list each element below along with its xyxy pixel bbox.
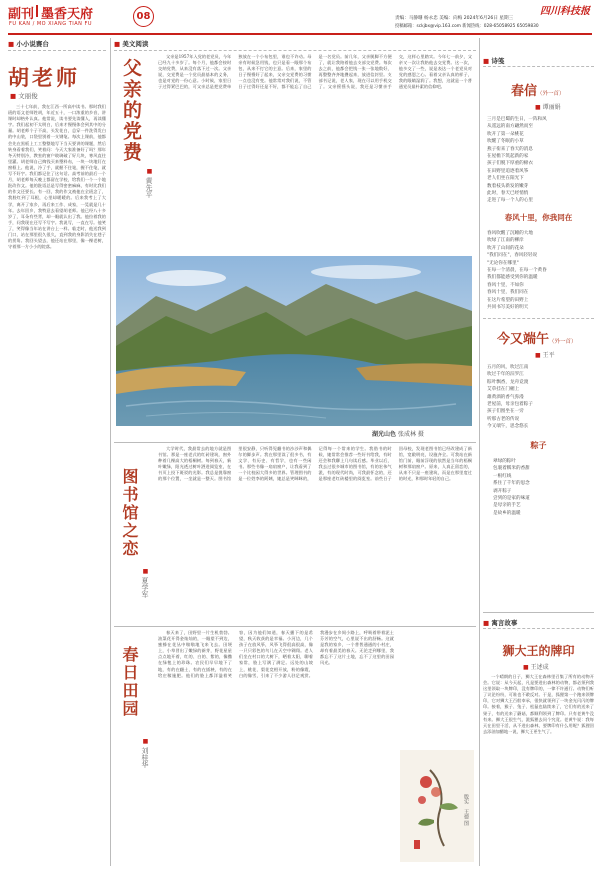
section-divider bbox=[114, 50, 476, 51]
field-article-author: 刘桂华 bbox=[141, 747, 149, 768]
square-bullet-icon: ■ bbox=[483, 619, 490, 627]
photo-caption: 湖光山色 bbox=[372, 431, 397, 438]
section-divider bbox=[483, 628, 594, 629]
masthead-rule bbox=[8, 33, 592, 35]
novel-section-label: 小小说赛台 bbox=[16, 40, 49, 48]
poem2-subtitle: （外一首） bbox=[549, 339, 577, 345]
byline-marker: ■ bbox=[10, 92, 17, 100]
page-number-badge bbox=[133, 6, 154, 27]
square-bullet-icon: ■ bbox=[483, 57, 490, 65]
newspaper-logo: 四川科技报 bbox=[540, 6, 590, 17]
poem-divider bbox=[483, 318, 594, 319]
poem2-heading bbox=[497, 328, 577, 347]
poem1-heading bbox=[511, 80, 565, 99]
landscape-photo-image bbox=[116, 256, 472, 426]
column-name: 副刊 bbox=[8, 7, 35, 22]
right-section-rule bbox=[483, 612, 594, 613]
section-label-fable bbox=[483, 618, 517, 627]
library-article-body bbox=[158, 446, 472, 622]
field-article-title: 春日田园 bbox=[120, 646, 139, 718]
library-article-text: 大学时代，我最常去的地方就是图书馆。那是一座老式的红砖建筑，窗外种着几棵高大的梧桐树。每到春天，新叶嫩绿，阳光透过树叶洒进阅览室，在书页上投下斑驳的光影。我总是挑靠窗的那个位置，一坐就是一整天。图书馆里很安静，只听得见翻书的沙沙声和偶尔的脚步声。我在那里读了很多书，有文学、有历史、有哲学，也有一些闲书。那些书像一扇扇窗户，让我看到了一个比校园大得多的世界。管理图书的是一位姓李的阿姨，她总是笑眯眯的，记得每一个常来的学生。我借书的时候，她常常会推荐一些好书给我，有时还会和我聊上几句读后感。毕业以后，我去过很多城市的图书馆，有的宏伟气派，有的现代时尚，可我最怀念的，还是那座老红砖楼里的阅览室。前些日子回母校，发现老图书馆已经改建成了新馆，宽敞明亮，设施齐全。可我站在新馆门前，眼前浮现的依然是当年的梧桐树和那扇窗户。原来，人真正留恋的，从来不只是一座建筑，而是在那里度过的时光，和那时年轻的自己。 bbox=[158, 446, 472, 482]
painting-caption bbox=[463, 794, 470, 825]
poem1-title: 春信 bbox=[511, 84, 538, 99]
father-article-title: 父亲的党费 bbox=[120, 58, 142, 163]
poem2-byline bbox=[535, 350, 555, 359]
library-article-author: 夏学军 bbox=[141, 577, 149, 598]
novel-body bbox=[8, 104, 106, 864]
fable-byline bbox=[523, 662, 549, 671]
novel-byline bbox=[10, 91, 38, 100]
byline-marker: ■ bbox=[142, 738, 149, 745]
byline-marker: ■ bbox=[523, 664, 529, 671]
page-number: 08 bbox=[136, 11, 151, 22]
fable-section-label: 寓言故事 bbox=[491, 619, 518, 627]
page-pinyin: FU KAN / MO XIANG TIAN FU bbox=[9, 21, 93, 27]
poetry-section bbox=[483, 56, 594, 596]
poem1-sub-text: 春风吹醒了沉睡的大地 吹绿了江南的柳岸 吹开了山间的花朵 "我们同在"，春风轻轻说 "无论你在哪里" 在每一个清晨，在每一个黄昏 我们都能感受到你的温暖 春风十里，不如你 春风十里，我们同在 在这片希望的田野上 共同书写美好的明天 bbox=[487, 231, 547, 311]
photo-photographer: 张成林 摄 bbox=[397, 431, 424, 438]
father-article-byline bbox=[144, 168, 154, 228]
byline-marker: ■ bbox=[535, 104, 541, 111]
contact-info: 投稿邮箱：sckjbx@vip.163.com 新闻热线：028-65058925 65059830 bbox=[395, 24, 539, 29]
fable-text: 一个晴朗的日子，狮大王在森林里召集了所有的动物开会。它说：从今天起，凡是要进出森林的动物，都必须到我这里领取一块牌印，没有牌印的，一律不许通行。动物们听了议论纷纷，可谁也不敢反对。于是，狐狸第一个跑来领牌印，它对狮大王百般奉承，很快就领到了一块金光闪闪的牌印。接着，猴子、兔子、松鼠也陆续来了，它们有的送来了果子，有的送来了蘑菇，都顺利领到了牌印。只有老黄牛没有来。狮大王很生气，派狐狸去问个究竟。老黄牛说：我每天在田里干活，从不进出森林，要牌印有什么用呢？狐狸回去添油加醋地一说，狮大王更生气了。 bbox=[483, 674, 594, 734]
fable-section bbox=[483, 616, 594, 866]
landscape-photo bbox=[116, 256, 472, 426]
square-bullet-icon: ■ bbox=[114, 40, 121, 48]
poem2-sub-title: 粽子 bbox=[530, 440, 547, 450]
poem1-sub-title: 春风十里，你我同在 bbox=[504, 213, 573, 222]
novel-author: 文丽俊 bbox=[18, 92, 38, 100]
section-divider bbox=[8, 50, 106, 51]
article-divider bbox=[114, 442, 476, 443]
article-divider bbox=[114, 626, 476, 627]
section-label-novel bbox=[8, 39, 49, 48]
photo-credit bbox=[372, 429, 424, 438]
title-divider bbox=[36, 5, 38, 17]
poem2-title: 今又端午 bbox=[497, 332, 550, 347]
byline-marker: ■ bbox=[142, 568, 149, 575]
novel-title: 胡老师 bbox=[8, 65, 80, 90]
poem2-text: 五月的风，吹过江南 吹过千年的汨罗江 粽叶飘香，龙舟竞渡 艾草挂在门楣上 雄黄酒的香气弥漫 老屋前，母亲包着粽子 孩子们围坐在一旁 听那古老的传说 今又端午，思念悠长 bbox=[487, 365, 533, 430]
poem1-text: 三月是巴蜀的生日，一阵和风 从遥远的南方翩然而至 吹开了第一朵桃花 吹醒了冬眠的小草 燕子衔来了春天的消息 在屋檐下筑起新的家 孩子们脱下厚重的棉衣 在田野里追逐着风筝 老人们坐在阳光下 数着枝头新发的嫩芽 此时，春天已经悄悄 走进了每一个人的心里 bbox=[487, 117, 547, 204]
library-article-title: 图书馆之恋 bbox=[120, 468, 139, 558]
poem1-subtitle: （外一首） bbox=[537, 91, 565, 97]
painting-author: 王德 图 bbox=[463, 808, 469, 826]
father-article-author: 黄先平 bbox=[145, 177, 153, 198]
novel-text: 三十七年前，我在江西一所高中读书。那时我们班的语文老师姓胡，年近五十，一口浓重的乡音，讲课时却格外认真。他常说，读书要先读懂人，再读懂字。我们起初不太明白，后来才慢慢体会到其中的分量。胡老师个子不高，头发花白，总穿一件洗得发白的中山装，口袋里别着一支钢笔。每次上课前，他都会先在黑板上工工整整地写下当天要讲的课题，然后转身看着我们，笑着问：今天大家准备好了吗？那年冬天特别冷，教室的窗户玻璃破了好几块，寒风直往里灌。胡老师自己掏钱买来塑料布，一块一块地钉在窗框上。他说，冷了手，就握不住笔，握不住笔，就写不好字。我们都记住了这句话。高考前的最后一个月，胡老师每天晚上都留在学校，给我们一个一个地批改作文。他的批语总是写得密密麻麻，有时比我们的作文还要长。有一回，我的作文被他在全班念了，我脸红到了耳根，心里却暖暖的。后来我考上了大学，离开了家乡，再后来工作、成家，一晃就是几十年。去年回乡，我特意去看望胡老师。他已经八十多岁了，耳朵有些背，却一眼就认出了我。他拉着我的手，问我现在还写不写字。我说写，一直在写。他笑了，笑得像当年站在讲台上一样。临走时，他送我到门口，站在那里很久很久，直到我的身影消失在巷子的拐角。我回头望去，他还站在那里，像一棵老树，守着那一方小小的院落。 bbox=[8, 104, 106, 250]
reading-section-label: 美文阅读 bbox=[122, 40, 149, 48]
poetry-section-label: 诗笺 bbox=[491, 57, 505, 65]
painting-title: 殷实 bbox=[463, 794, 469, 804]
poem2-sub-text: 翠绿的粽叶 包裹着糯米的香甜 一根红线 系住了千年的思念 剥开粽子 尝到的是家的味道 是母亲的手艺 是故乡的温暖 bbox=[493, 459, 530, 516]
library-article-byline bbox=[140, 568, 150, 628]
reading-section bbox=[114, 38, 476, 866]
page-title: 墨香天府 bbox=[41, 7, 94, 22]
novel-section bbox=[8, 38, 106, 866]
fable-title: 狮大王的牌印 bbox=[502, 644, 575, 658]
field-article-body bbox=[158, 630, 394, 864]
byline-marker: ■ bbox=[535, 352, 541, 359]
fable-body bbox=[483, 674, 594, 864]
poem1-author: 谭丽娟 bbox=[542, 104, 561, 111]
poem1-byline bbox=[535, 102, 561, 111]
column-rule-2 bbox=[479, 38, 480, 866]
fable-author: 王述成 bbox=[530, 664, 549, 671]
father-article-body bbox=[158, 54, 472, 252]
poem2-author: 王平 bbox=[542, 352, 555, 359]
masthead bbox=[0, 0, 600, 36]
column-rule-1 bbox=[110, 38, 111, 866]
father-article-text: 父亲是1957年入党的老党员，今年已经九十多岁了。每个月，他都会按时交纳党费，从来没有落下过一次。父亲说，交党费是一个党员最基本的义务，也是对党的一份心意。小时候，家里日子过得紧巴巴的，可父亲总是把党费单独放在一个小布包里，谁也不许动。母亲有时候急用钱，也只是看一眼那个布包，从来不打它的主意。后来，家里的日子慢慢好了起来，父亲交党费的习惯一点也没有变。他常常对我们说，不管日子过得好还是不好，都不能忘了自己是一名党员。前几年，父亲腿脚不方便了，就让我陪着他去支部交党费。每次去之前，他都会把钱一张一张地数好，再整整齐齐地叠起来，放进信封里。支部书记说，老人家，现在可以用手机交了。父亲摇摇头说，我还是习惯亲手交，这样心里踏实。今年七一前夕，父亲又一次让我陪他去交党费。这一次，他多交了一些，说是表达一个老党员对党的感恩之心。看着父亲认真的样子，我的眼睛湿润了。我想，这就是一个普通党员最朴素的信仰吧。 bbox=[158, 54, 472, 90]
field-article-text: 春天来了，田野里一片生机勃勃。油菜花开得金灿灿的，一眼望不到边，蜜蜂在花丛中嗡嗡地飞来飞去。田埂上，小草冒出了嫩绿的新芽，野花星星点点地开着，红的、白的、紫的，像撒在绿毯上的珍珠。农民们早早地下了地，有的在翻土，有的在插秧，有的在给庄稼施肥。他们的脸上都洋溢着笑容，因为他们知道，春天播下的是希望，秋天收获的是幸福。小河边，几个孩子在放风筝，风筝飞得很高很高，像一只只彩色的鸟儿在天空中翱翔。老人们坐在村口的大树下，晒着太阳，聊着家常，脸上写满了满足。远处的山坡上，桃花、梨花竞相开放，粉的像霞，白的像雪，引来了不少游人驻足观赏。我漫步在乡间小路上，呼吸着带着泥土芬芳的空气，心里说不出的舒畅。这就是我的家乡，一个普普通通的小村庄，却有着最美的春天。无论走到哪里，我都忘不了这片土地，忘不了这里的田园风光。 bbox=[158, 630, 394, 678]
section-label-poetry bbox=[483, 56, 504, 65]
square-bullet-icon: ■ bbox=[8, 40, 15, 48]
field-article-byline bbox=[140, 738, 150, 798]
editor-info: 责编：马静珊 杨永忠 美编：向梅 2024年6月26日 星期三 bbox=[395, 16, 514, 21]
section-label-reading bbox=[114, 39, 148, 48]
ink-painting bbox=[400, 750, 474, 862]
section-divider bbox=[483, 66, 594, 67]
byline-marker: ■ bbox=[146, 168, 153, 175]
